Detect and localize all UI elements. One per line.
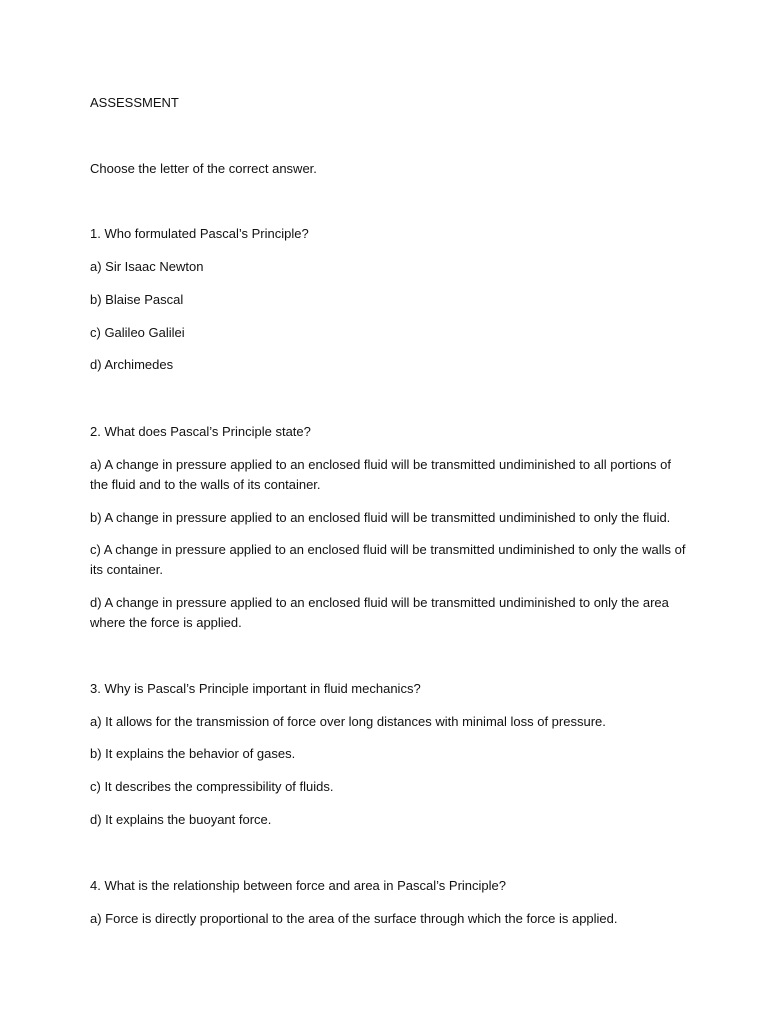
- assessment-heading: ASSESSMENT: [90, 95, 179, 110]
- question-3-option-b: b) It explains the behavior of gases.: [90, 746, 296, 761]
- question-3-option-c: c) It describes the compressibility of fluids.: [90, 779, 334, 794]
- question-4-prompt: 4. What is the relationship between force and area in Pascal’s Principle?: [90, 878, 506, 893]
- question-1-option-a: a) Sir Isaac Newton: [90, 259, 204, 274]
- question-2-prompt: 2. What does Pascal’s Principle state?: [90, 424, 311, 439]
- question-2-option-d: d) A change in pressure applied to an enclosed fluid will be transmitted undiminished to only the area where the force is applied.: [90, 595, 669, 630]
- question-3-option-d: d) It explains the buoyant force.: [90, 812, 272, 827]
- question-1-option-b: b) Blaise Pascal: [90, 292, 184, 307]
- question-4-option-a: a) Force is directly proportional to the area of the surface through which the force is applied.: [90, 911, 618, 926]
- question-1-option-d: d) Archimedes: [90, 357, 174, 372]
- question-3-prompt: 3. Why is Pascal’s Principle important in fluid mechanics?: [90, 681, 421, 696]
- question-1-prompt: 1. Who formulated Pascal’s Principle?: [90, 226, 309, 241]
- instructions-text: Choose the letter of the correct answer.: [90, 161, 317, 176]
- question-3-option-a: a) It allows for the transmission of force over long distances with minimal loss of pressure.: [90, 714, 606, 729]
- question-2-option-c: c) A change in pressure applied to an enclosed fluid will be transmitted undiminished to only the walls of its container.: [90, 542, 686, 577]
- question-2-option-b: b) A change in pressure applied to an enclosed fluid will be transmitted undiminished to only the fluid.: [90, 510, 671, 525]
- question-1-option-c: c) Galileo Galilei: [90, 325, 185, 340]
- question-2-option-a: a) A change in pressure applied to an enclosed fluid will be transmitted undiminished to all portions of the fluid and to the walls of its container.: [90, 457, 672, 492]
